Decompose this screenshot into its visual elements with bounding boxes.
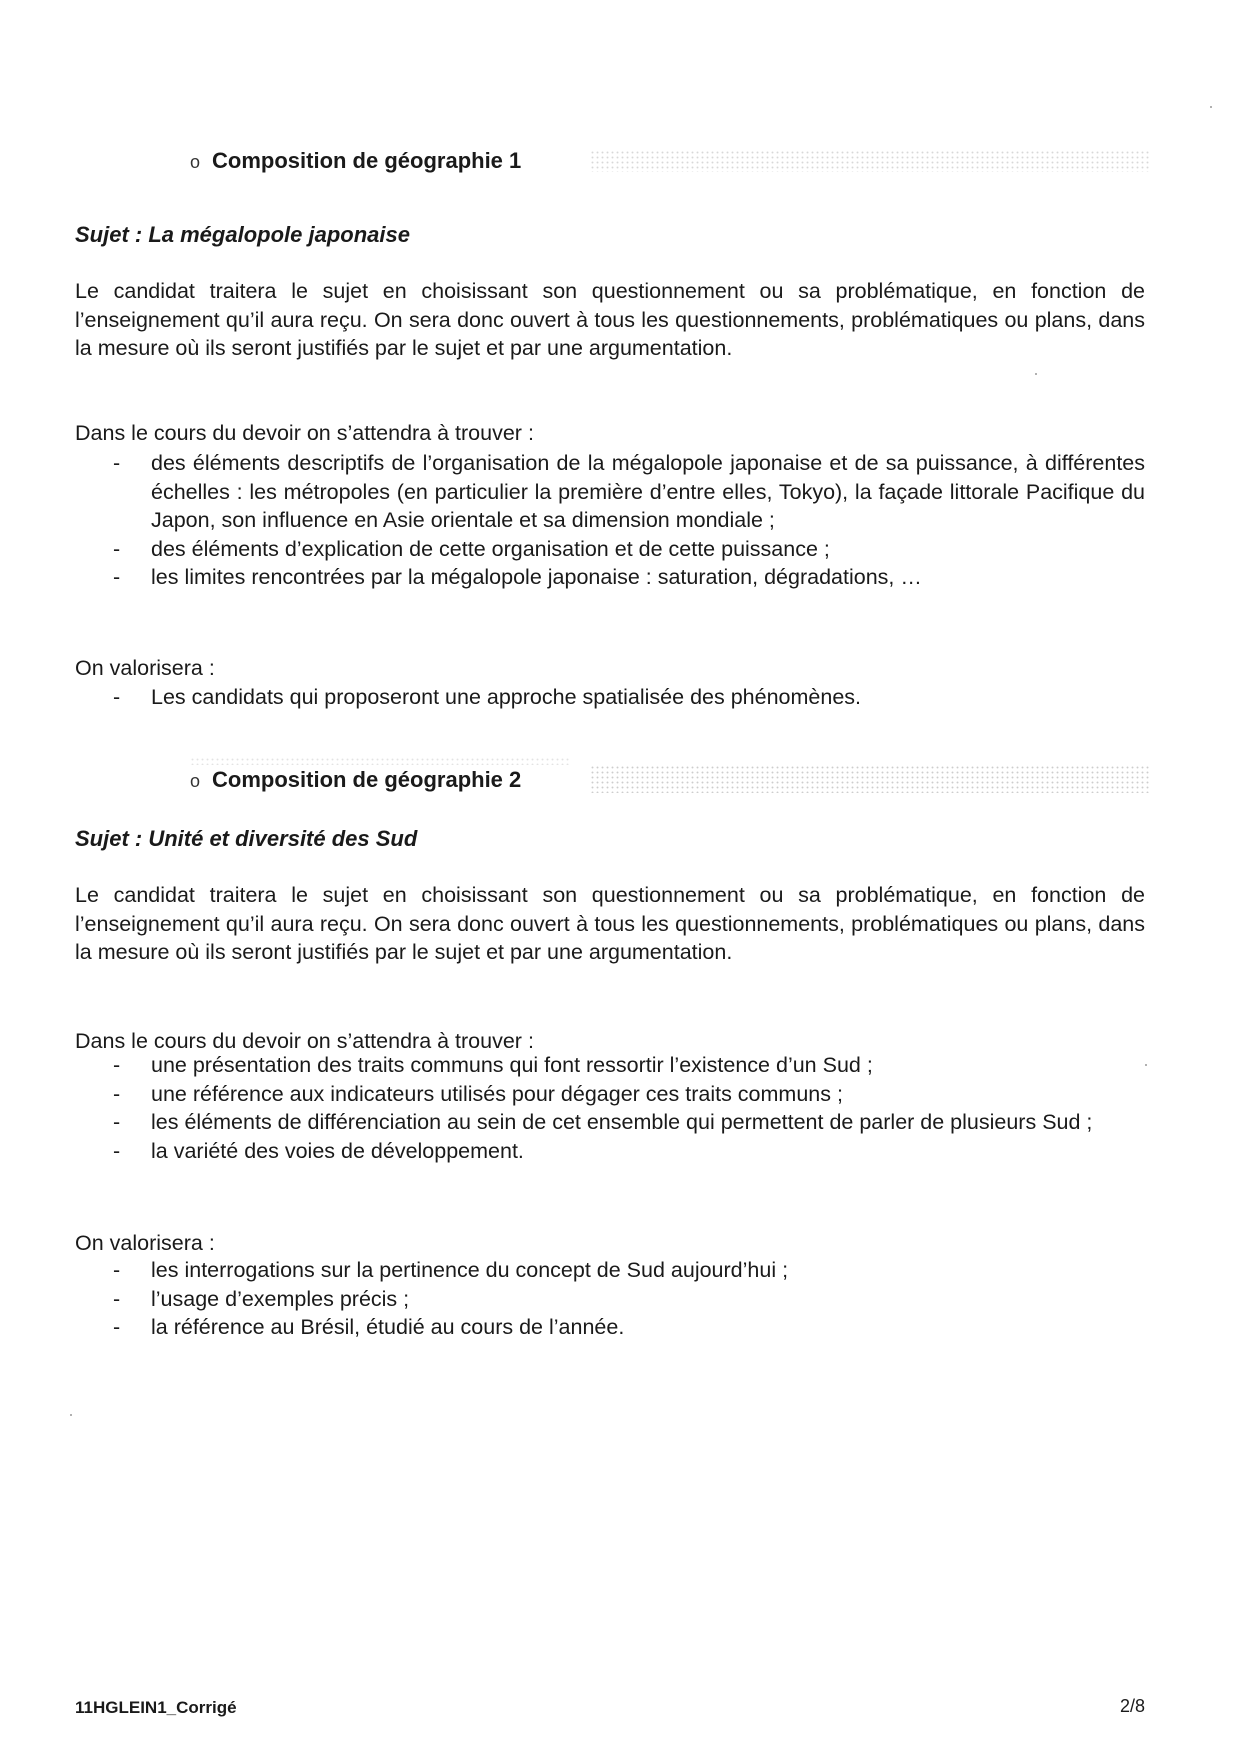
section-1-paragraph: Le candidat traitera le sujet en choisissant son questionnement ou sa problématique, en fonction de l’enseignement qu’il aura reçu. On sera donc ouvert à tous les questionnements, problématiques ou plans, dans la mesure où ils seront justifiés par le sujet et par une argumentation. bbox=[75, 279, 1145, 360]
list-dash: - bbox=[113, 1110, 121, 1134]
section-2-title: Composition de géographie 2 bbox=[212, 767, 522, 792]
section-2-expect-intro: Dans le cours du devoir on s’attendra à trouver : bbox=[75, 1029, 534, 1053]
section-1-heading bbox=[190, 148, 521, 174]
list-item: - les limites rencontrées par la mégalopole japonaise : saturation, dégradations, … bbox=[110, 563, 1145, 592]
section-2-bullet: o bbox=[190, 771, 201, 791]
list-item: - une référence aux indicateurs utilisés pour dégager ces traits communs ; bbox=[110, 1080, 1145, 1109]
section-2-value-intro: On valorisera : bbox=[75, 1231, 215, 1255]
scan-speck bbox=[70, 1414, 72, 1416]
list-item: - les éléments de différenciation au sein de cet ensemble qui permettent de parler de plusieurs Sud ; bbox=[110, 1108, 1145, 1137]
section-1-expect-list bbox=[110, 449, 1145, 592]
section-1-title: Composition de géographie 1 bbox=[212, 148, 522, 173]
list-item: - des éléments descriptifs de l’organisation de la mégalopole japonaise et de sa puissance, à différentes échelles : les métropoles (en particulier la première d’entre elles, Tokyo), la façade littorale Pacifique du Japon, son influence en Asie orientale et sa dimension mondiale ; bbox=[110, 449, 1145, 535]
list-dash: - bbox=[113, 685, 121, 709]
list-dash: - bbox=[113, 1315, 121, 1339]
scan-speck bbox=[1035, 373, 1037, 375]
section-1-value-list bbox=[110, 683, 1145, 712]
list-item: - une présentation des traits communs qui font ressortir l’existence d’un Sud ; bbox=[110, 1051, 1145, 1080]
list-dash: - bbox=[113, 451, 121, 475]
list-dash: - bbox=[113, 1053, 121, 1077]
list-item: - la variété des voies de développement. bbox=[110, 1137, 1145, 1166]
list-item: - les interrogations sur la pertinence du concept de Sud aujourd’hui ; bbox=[110, 1256, 1145, 1285]
scan-speck bbox=[1210, 106, 1212, 108]
section-2-expect-list bbox=[110, 1051, 1145, 1165]
list-item: - l’usage d’exemples précis ; bbox=[110, 1285, 1145, 1314]
section-1-expect-intro: Dans le cours du devoir on s’attendra à trouver : bbox=[75, 421, 534, 445]
list-dash: - bbox=[113, 1258, 121, 1282]
footer-page-number: 2/8 bbox=[1120, 1696, 1146, 1716]
list-item: - la référence au Brésil, étudié au cours de l’année. bbox=[110, 1313, 1145, 1342]
section-1-subject: Sujet : La mégalopole japonaise bbox=[75, 222, 410, 247]
list-dash: - bbox=[113, 1081, 121, 1106]
list-item: - Les candidats qui proposeront une approche spatialisée des phénomènes. bbox=[110, 683, 1145, 712]
section-2-heading bbox=[190, 767, 521, 793]
list-item: - des éléments d’explication de cette organisation et de cette puissance ; bbox=[110, 535, 1145, 564]
section-1-value-intro: On valorisera : bbox=[75, 656, 215, 680]
list-dash: - bbox=[113, 1138, 121, 1163]
section-2-paragraph: Le candidat traitera le sujet en choisissant son questionnement ou sa problématique, en fonction de l’enseignement qu’il aura reçu. On sera donc ouvert à tous les questionnements, problématiques ou plans, dans la mesure où ils seront justifiés par le sujet et par une argumentation. bbox=[75, 883, 1145, 964]
list-dash: - bbox=[113, 565, 121, 589]
list-dash: - bbox=[113, 1286, 121, 1311]
section-2-value-list bbox=[110, 1256, 1145, 1342]
section-2-subject: Sujet : Unité et diversité des Sud bbox=[75, 826, 418, 851]
footer-document-code: 11HGLEIN1_Corrigé bbox=[75, 1698, 237, 1717]
scan-noise bbox=[190, 757, 570, 765]
scan-noise bbox=[590, 765, 1150, 793]
section-1-bullet: o bbox=[190, 152, 201, 172]
scan-speck bbox=[1145, 1064, 1147, 1066]
list-dash: - bbox=[113, 536, 121, 561]
scan-noise bbox=[590, 150, 1150, 172]
